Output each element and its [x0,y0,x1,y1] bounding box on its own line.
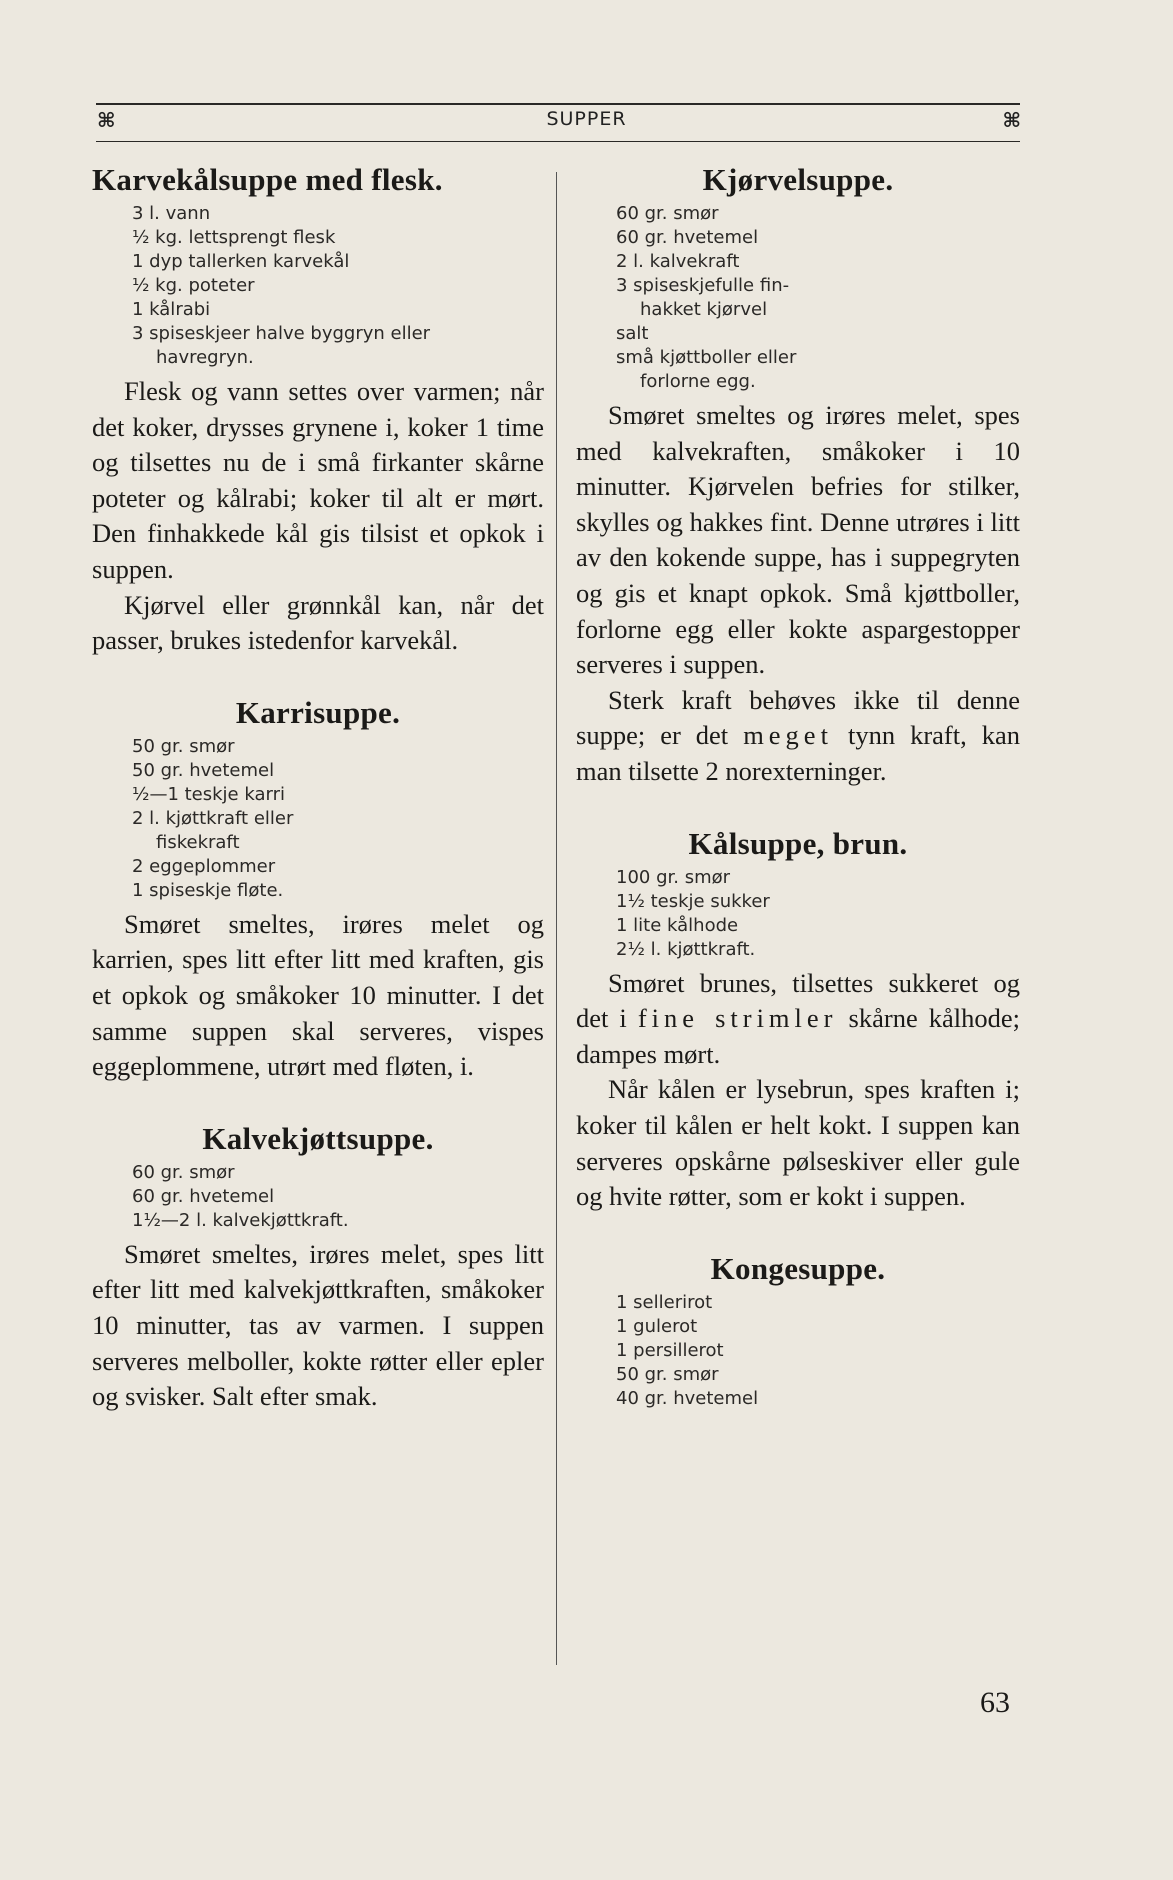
ingredient-list [92,735,544,903]
ingredient: salt [616,323,649,344]
right-column [576,160,1020,1415]
ingredient: 50 gr. smør [132,735,235,757]
recipe-title: Kalvekjøttsuppe. [202,1120,434,1156]
ingredient: 60 gr. hvetemel [616,227,759,248]
ingredient: ½ kg. poteter [132,275,255,296]
header-bottom-rule [96,141,1020,142]
ingredient: 1 spiseskje fløte. [132,879,284,901]
ingredient: hakket kjørvel [640,299,768,320]
ingredient: 60 gr. smør [616,203,719,224]
ingredient: 3 spiseskjefulle fin- [616,275,790,296]
recipe-note: Når kålen er lysebrun, spes kraften i; koker til kålen er helt kokt. I suppen kan serveres opskårne pølseskiver eller gule og hvite røtter, som er kokt i suppen. [576,1074,1020,1212]
recipe-instructions: Smøret smeltes og irøres melet, spes med kalvekraften, småkoker i 10 minutter. Kjørvelen befries for stilker, skylles og hakkes fint. Denne utrøres i litt av den kokende suppe, has i suppegryten og gis et knapt opkok. Små kjøttboller, forlorne egg eller kokte aspargestopper serveres i suppen. [576,400,1020,680]
recipe-title: Kjørvelsuppe. [702,162,894,197]
recipe-title: Kålsuppe, brun. [688,825,908,861]
emphasis-spaced: fine strimler [637,1003,838,1034]
ingredient: 1 lite kålhode [616,914,739,936]
ingredient: 1½—2 l. kalvekjøttkraft. [132,1209,349,1231]
ingredient: 50 gr. hvetemel [132,759,275,781]
ingredient: havregryn. [156,347,254,368]
ornament-left-icon: ⌘ [97,108,116,132]
ingredient: 2 l. kjøttkraft eller [132,807,294,829]
running-header: SUPPER [546,108,627,130]
recipe-instructions: Smøret smeltes, irøres melet, spes litt efter litt med kalvekjøttkraften, småkoker 10 minutter, tas av varmen. I suppen serveres melboller, kokte røtter eller epler og svisker. Salt efter smak. [92,1238,544,1412]
recipe-title: Karrisuppe. [235,694,401,730]
ingredient: 40 gr. hvetemel [616,1387,759,1409]
ingredient: 2½ l. kjøttkraft. [616,938,756,960]
ingredient-list [576,866,1020,962]
ingredient: små kjøttboller eller [616,347,797,368]
recipe-kalvekjottsuppe [92,1119,544,1415]
ingredient-list [576,202,1020,394]
ingredient: 2 eggeplommer [132,855,276,877]
recipe-karrisuppe [92,693,544,1085]
recipe-kongesuppe [576,1249,1020,1411]
ingredient: ½ kg. lettsprengt flesk [132,227,336,248]
ingredient: 2 l. kalvekraft [616,251,740,272]
ingredient: forlorne egg. [640,371,756,392]
recipe-instructions: Smøret smeltes, irøres melet og karrien, spes litt efter litt med kraften, gis et opkok og småkoker 10 minutter. I det samme suppen skal serveres, vispes eggeplommene, utrørt med fløten, i. [92,908,544,1082]
page-number: 63 [980,1686,1010,1719]
recipe-note: Kjørvel eller grønnkål kan, når det passer, brukes istedenfor karvekål. [92,589,544,656]
ingredient: 60 gr. hvetemel [132,1185,275,1207]
ingredient: 1 sellerirot [616,1291,713,1313]
ingredient: 1 dyp tallerken karvekål [132,251,350,272]
emphasis-spaced: meget [743,720,833,751]
left-column [92,160,544,1415]
recipe-instructions: Flesk og vann settes over varmen; når det koker, drysses grynene i, koker 1 time og tilsettes nu de i små firkanter skårne poteter og kålrabi; koker til alt er mørt. Den finhakkede kål gis tilsist et opkok i suppen. [92,376,544,584]
ingredient-list [576,1291,1020,1411]
recipe-kjorvelsuppe [576,160,1020,790]
recipe-instructions: Smøret brunes, tilsettes sukkeret og det i fine strimler skårne kålhode; dampes mørt. [576,967,1020,1069]
recipe-kalsuppe-brun [576,824,1020,1215]
header-top-rule [96,103,1020,105]
ingredient: 3 spiseskjeer halve byggryn eller [132,323,431,344]
ornament-right-icon: ⌘ [1002,108,1021,132]
ingredient: 50 gr. smør [616,1363,719,1385]
column-divider [556,172,557,1665]
recipe-karvekalsuppe [92,160,544,659]
recipe-note: Sterk kraft behøves ikke til denne suppe; er det meget tynn kraft, kan man tilsette 2 norexterninger. [576,684,1020,786]
ingredient: 1 gulerot [616,1315,698,1337]
ingredient: 1½ teskje sukker [616,890,770,912]
ingredient: 1 persillerot [616,1339,724,1361]
ingredient: fiskekraft [156,831,240,853]
ingredient-list [92,1161,544,1233]
ingredient: 1 kålrabi [132,299,211,320]
ingredient: 100 gr. smør [616,866,731,888]
recipe-title: Kongesuppe. [710,1250,886,1286]
recipe-title: Karvekålsuppe med flesk. [92,162,443,197]
ingredient: 3 l. vann [132,203,211,224]
ingredient: ½—1 teskje karri [132,783,285,805]
ingredient-list [92,202,544,370]
ingredient: 60 gr. smør [132,1161,235,1183]
